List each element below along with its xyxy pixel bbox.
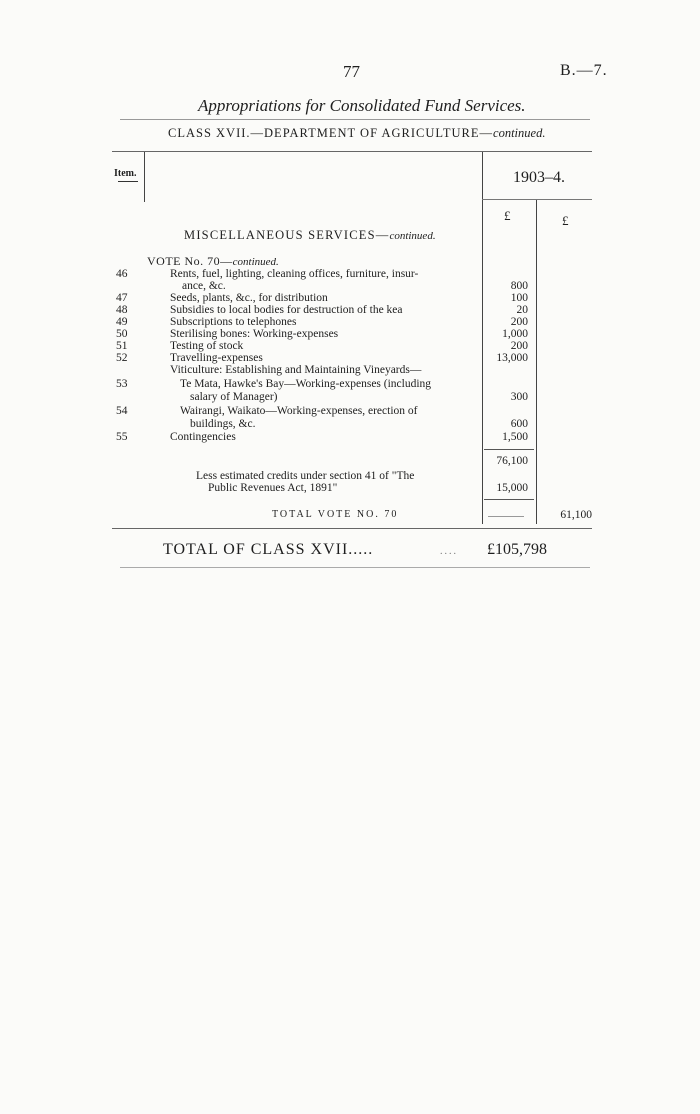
item-number: 49 xyxy=(116,316,128,328)
row-description: Subscriptions to telephones xyxy=(170,316,297,328)
row-amount: 300 xyxy=(510,391,528,403)
section-title-continued: continued. xyxy=(389,230,436,242)
year-heading-rule xyxy=(482,199,592,200)
subtotal-rule xyxy=(484,449,534,450)
credits-rule xyxy=(484,499,534,500)
item-number: 46 xyxy=(116,268,128,280)
row-description: Viticulture: Establishing and Maintaining Vineyards— xyxy=(170,364,422,376)
row-description: Seeds, plants, &c., for distribution xyxy=(170,292,328,304)
row-amount: 100 xyxy=(510,292,528,304)
total-vote-dash xyxy=(488,516,524,517)
section-title-main: MISCELLANEOUS SERVICES— xyxy=(184,228,390,242)
class-title-main: CLASS XVII.—DEPARTMENT OF AGRICULTURE— xyxy=(168,126,494,140)
row-description-cont: buildings, &c. xyxy=(190,418,256,430)
row-amount: 200 xyxy=(510,340,528,352)
currency-symbol-left: £ xyxy=(504,208,511,223)
row-amount: 600 xyxy=(510,418,528,430)
item-number: 54 xyxy=(116,405,128,417)
table-bottom-rule xyxy=(112,528,592,529)
row-amount: 800 xyxy=(510,280,528,292)
less-credits-text: Less estimated credits under section 41 of "The xyxy=(196,470,415,482)
less-credits-amount: 15,000 xyxy=(496,482,528,494)
row-description-cont: ance, &c. xyxy=(182,280,226,292)
vote-label-main: VOTE No. 70— xyxy=(147,254,233,268)
year-heading: 1903–4. xyxy=(513,169,565,186)
page-title: Appropriations for Consolidated Fund Services. xyxy=(198,96,526,115)
total-vote-label: TOTAL VOTE NO. 70 xyxy=(272,509,399,520)
row-description: Rents, fuel, lighting, cleaning offices, furniture, insur- xyxy=(170,268,419,280)
row-amount: 1,000 xyxy=(502,328,528,340)
item-number: 53 xyxy=(116,378,128,390)
total-class-label: TOTAL OF CLASS XVII..... xyxy=(163,541,374,558)
item-heading-underline xyxy=(118,181,138,182)
document-reference: B.—7. xyxy=(560,62,608,79)
subtotal-amount: 76,100 xyxy=(496,455,528,467)
row-description: Subsidies to local bodies for destruction of the kea xyxy=(170,304,403,316)
item-number: 47 xyxy=(116,292,128,304)
row-amount: 1,500 xyxy=(502,431,528,443)
row-description: Testing of stock xyxy=(170,340,244,352)
row-description-cont: salary of Manager) xyxy=(190,391,278,403)
row-description: Contingencies xyxy=(170,431,236,443)
section-title xyxy=(184,228,436,243)
footer-rule xyxy=(120,567,590,568)
vote-label xyxy=(147,254,279,269)
item-number: 52 xyxy=(116,352,128,364)
item-number: 55 xyxy=(116,431,128,443)
table-top-rule xyxy=(112,151,592,152)
item-number: 51 xyxy=(116,340,128,352)
title-rule xyxy=(120,119,590,120)
row-description: Travelling-expenses xyxy=(170,352,263,364)
row-amount: 13,000 xyxy=(496,352,528,364)
class-title-continued: continued. xyxy=(493,126,546,140)
vote-label-continued: continued. xyxy=(232,256,279,268)
row-amount: 20 xyxy=(516,304,528,316)
total-column-divider xyxy=(536,200,537,524)
class-title xyxy=(168,126,545,141)
item-heading: Item. xyxy=(114,168,137,179)
row-amount: 200 xyxy=(510,316,528,328)
currency-symbol-right: £ xyxy=(562,213,569,228)
row-description: Wairangi, Waikato—Working-expenses, erection of xyxy=(180,405,418,417)
item-column-divider xyxy=(144,152,145,202)
total-class-amount: £105,798 xyxy=(487,541,547,558)
item-number: 48 xyxy=(116,304,128,316)
less-credits-text-cont: Public Revenues Act, 1891" xyxy=(208,482,338,494)
page-number: 77 xyxy=(343,62,360,81)
row-description: Te Mata, Hawke's Bay—Working-expenses (including xyxy=(180,378,432,390)
total-class-leader-dots: .... xyxy=(440,546,458,557)
row-description: Sterilising bones: Working-expenses xyxy=(170,328,339,340)
item-number: 50 xyxy=(116,328,128,340)
total-vote-amount: 61,100 xyxy=(560,509,592,521)
